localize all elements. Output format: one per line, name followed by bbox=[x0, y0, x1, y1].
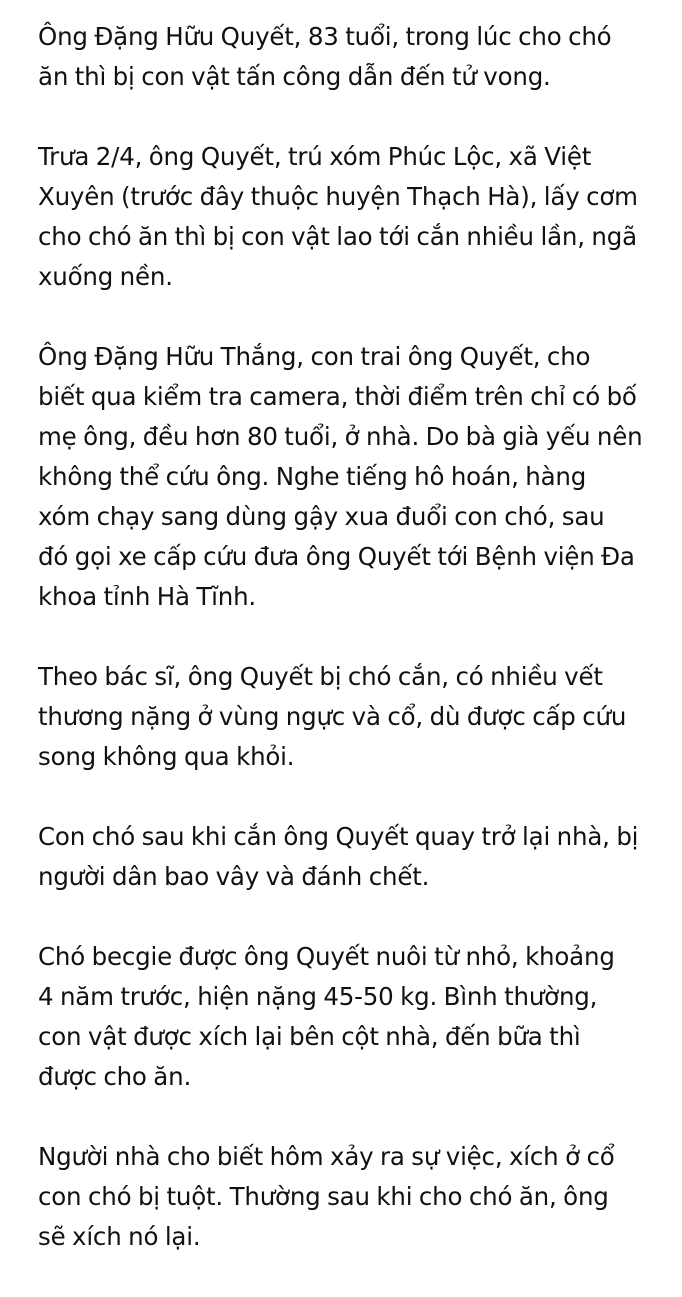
paragraph-2 bbox=[38, 137, 658, 297]
text-line: được cho ăn. bbox=[38, 1062, 192, 1091]
text-line: xóm chạy sang dùng gậy xua đuổi con chó, sau bbox=[38, 502, 605, 531]
text-line: Xuyên (trước đây thuộc huyện Thạch Hà), lấy cơm bbox=[38, 182, 638, 211]
text-line: đó gọi xe cấp cứu đưa ông Quyết tới Bệnh viện Đa bbox=[38, 542, 635, 571]
text-line: sẽ xích nó lại. bbox=[38, 1222, 201, 1251]
text-line: con chó bị tuột. Thường sau khi cho chó ăn, ông bbox=[38, 1182, 609, 1211]
paragraph-7 bbox=[38, 1137, 658, 1257]
paragraph-3 bbox=[38, 337, 658, 617]
text-line: Người nhà cho biết hôm xảy ra sự việc, xích ở cổ bbox=[38, 1142, 615, 1171]
text-line: mẹ ông, đều hơn 80 tuổi, ở nhà. Do bà già yếu nên bbox=[38, 422, 643, 451]
text-line: Ông Đặng Hữu Quyết, 83 tuổi, trong lúc cho chó bbox=[38, 22, 612, 51]
text-line: Theo bác sĩ, ông Quyết bị chó cắn, có nhiều vết bbox=[38, 662, 603, 691]
text-line: con vật được xích lại bên cột nhà, đến bữa thì bbox=[38, 1022, 581, 1051]
text-line: Trưa 2/4, ông Quyết, trú xóm Phúc Lộc, xã Việt bbox=[38, 142, 592, 171]
text-line: xuống nền. bbox=[38, 262, 173, 291]
text-line: 4 năm trước, hiện nặng 45-50 kg. Bình thường, bbox=[38, 982, 598, 1011]
text-line: Ông Đặng Hữu Thắng, con trai ông Quyết, cho bbox=[38, 342, 591, 371]
article-body bbox=[38, 17, 658, 1297]
paragraph-1 bbox=[38, 17, 658, 97]
text-line: biết qua kiểm tra camera, thời điểm trên chỉ có bố bbox=[38, 382, 637, 411]
text-line: không thể cứu ông. Nghe tiếng hô hoán, hàng bbox=[38, 462, 587, 491]
text-line: người dân bao vây và đánh chết. bbox=[38, 862, 430, 891]
text-line: Con chó sau khi cắn ông Quyết quay trở lại nhà, bị bbox=[38, 822, 639, 851]
paragraph-4 bbox=[38, 657, 658, 777]
paragraph-6 bbox=[38, 937, 658, 1097]
text-line: thương nặng ở vùng ngực và cổ, dù được cấp cứu bbox=[38, 702, 627, 731]
text-line: ăn thì bị con vật tấn công dẫn đến tử vong. bbox=[38, 62, 551, 91]
text-line: song không qua khỏi. bbox=[38, 742, 295, 771]
paragraph-5 bbox=[38, 817, 658, 897]
text-line: khoa tỉnh Hà Tĩnh. bbox=[38, 582, 257, 611]
text-line: Chó becgie được ông Quyết nuôi từ nhỏ, khoảng bbox=[38, 942, 615, 971]
text-line: cho chó ăn thì bị con vật lao tới cắn nhiều lần, ngã bbox=[38, 222, 637, 251]
